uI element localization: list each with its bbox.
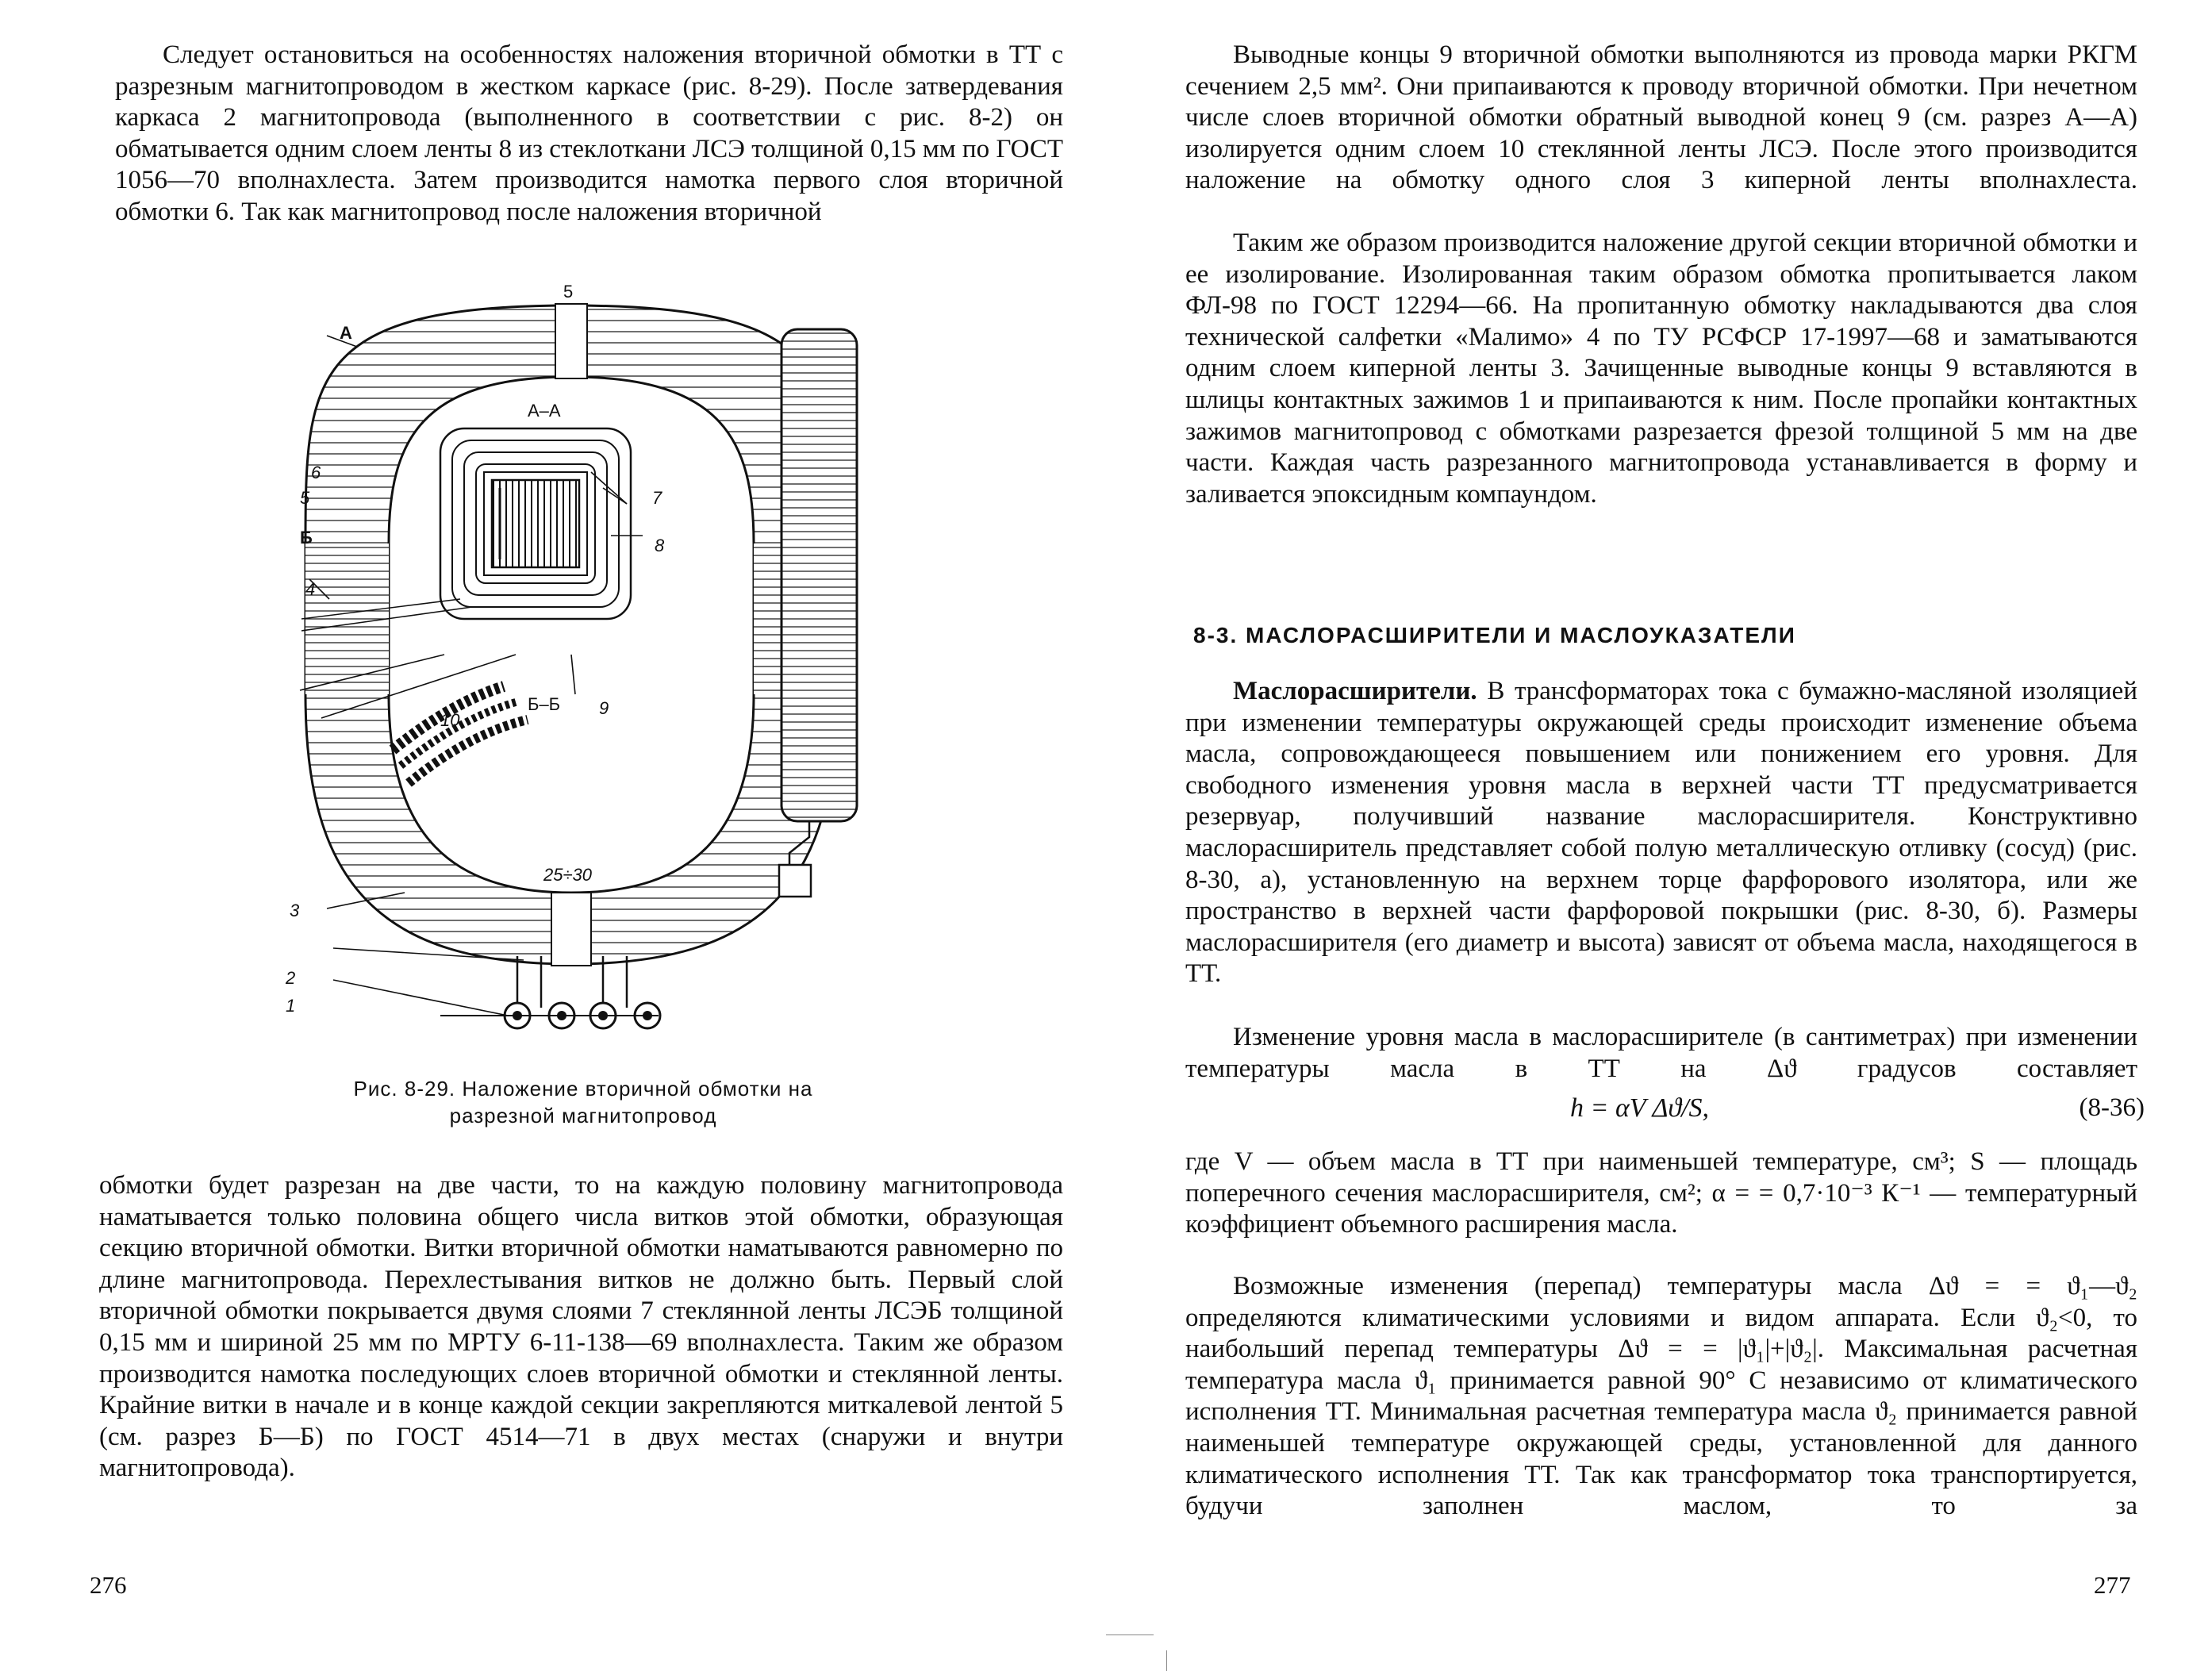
section-heading: 8-3. МАСЛОРАСШИРИТЕЛИ И МАСЛОУКАЗАТЕЛИ [1193,623,1796,647]
right-paragraph-4: Изменение уровня масла в маслорасширителе (в сантиметрах) при изменении температуры масла в ТТ на Δϑ градусов составляет [1185,1023,2137,1083]
page-number-right: 277 [2094,1571,2131,1599]
figure-caption [262,1075,904,1129]
gutter-mark-vertical [1166,1650,1167,1671]
fig-label-9: 9 [599,698,609,718]
page-number-left: 276 [90,1571,127,1599]
fig-label-4: 4 [305,579,316,599]
right-page [1106,0,2212,1671]
formula-number: (8-36) [2079,1093,2145,1122]
fig-label-b: Б [300,528,313,547]
fig-label-section-aa: А–А [528,401,561,421]
figure-8-29 [262,282,881,1043]
terminals [440,956,660,1028]
side-view [779,329,857,897]
right-paragraph-1: Выводные концы 9 вторичной обмотки выполняются из провода марки РКГМ сечением 2,5 мм². Они припаиваются к проводу вторичной обмотки. При нечетном числе слоев вторичной обмотки обратный выводной конец 9 (см. разрез А—А) изолируется одним слоем 10 стеклянной ленты ЛСЭ. После этого производится наложение на обмотку одного слоя 3 киперной ленты вполнахлеста. [1185,40,2137,195]
paragraph-3-body: В трансформаторах тока с бумажно-масляной изоляцией при изменении температуры окружающей среды происходит изменение объема масла, сопровождающееся повышением или понижением его уровня. Для свободного изменения уровня масла в верхней части ТТ предусматривается резервуар, получивший название маслорасширителя. Конструктивно маслорасширитель представляет собой полую металлическую отливку (сосуд) (рис. 8-30, а), установленную на верхнем торце фарфорового изолятора, или же пространство в верхней части фарфоровой покрышки (рис. 8-30, б). Размеры маслорасширителя (его диаметр и высота) зависят от объема масла, находящегося в ТТ. [1185,677,2137,989]
paragraph-lead-maslorasshiriteli: Маслорасширители. [1233,677,1477,705]
fig-label-3: 3 [290,901,300,920]
right-paragraph-6: Возможные изменения (перепад) температуры масла Δϑ = = ϑ₁—ϑ₂ определяются климатическими условиями и видом аппарата. Если ϑ₂<0, то наибольший перепад температуры Δϑ = = |ϑ₁|+|ϑ₂|. Максимальная расчетная температура масла ϑ₁ принимается равной 90° С независимо от климатического исполнения ТТ. Минимальная расчетная температура масла ϑ₂ принимается равной наименьшей температуре окружающей среды, установленной для данного климатического исполнения ТТ. Так как трансформатор тока транспортируется, будучи заполнен маслом, то за [1185,1272,2137,1521]
right-paragraph-2: Таким же образом производится наложение другой секции вторичной обмотки и ее изолирование. Изолированная таким образом обмотка пропитывается лаком ФЛ-98 по ГОСТ 12294—66. На пропитанную обмотку накладываются два слоя технической салфетки «Малимо» 4 по ТУ РСФСР 17-1997—68 и заматываются одним слоем киперной ленты 3. Зачищенные выводные концы 9 вставляются в шлицы контактных зажимов 1 и припаиваются к ним. После пропайки контактных зажимов магнитопровод с обмотками разрезается фрезой толщиной 5 мм на две части. Каждая часть разрезанного магнитопровода устанавливается в форму и заливается эпоксидным компаундом. [1185,229,2137,509]
fig-label-8: 8 [655,536,665,555]
figure-caption-line-1: Рис. 8-29. Наложение вторичной обмотки на [353,1077,813,1101]
fig-label-dimension: 25÷30 [543,865,593,885]
right-paragraph-3 [1185,676,2137,990]
fig-label-section-bb: Б–Б [528,694,561,714]
fig-label-2: 2 [286,968,296,988]
fig-label-6: 6 [311,463,321,482]
fig-label-5-top: 5 [563,282,574,302]
section-aa [440,428,631,619]
right-paragraph-5: где V — объем масла в ТТ при наименьшей температуре, см³; S — площадь поперечного сечения маслорасширителя, см²; α = = 0,7·10⁻³ К⁻¹ — температурный коэффициент объемного расширения масла. [1185,1147,2137,1239]
fig-label-a: А [340,323,352,343]
left-paragraph-1: Следует остановиться на особенностях наложения вторичной обмотки в ТТ с разрезным магнитопроводом в жестком каркасе (рис. 8-29). После затвердевания каркаса 2 магнитопровода (выполненного в соответствии с рис. 8-2) он обматывается одним слоем ленты 8 из стеклоткани ЛСЭ толщиной 0,15 мм по ГОСТ 1056—70 вполнахлеста. Затем производится намотка первого слоя вторичной обмотки 6. Так как магнитопровод после наложения вторичной [115,40,1063,226]
left-paragraph-2: обмотки будет разрезан на две части, то на каждую половину магнитопровода наматывается только половина общего числа витков этой обмотки, образующая секцию вторичной обмотки. Витки вторичной обмотки наматываются равномерно по длине магнитопровода. Перехлестывания витков не должно быть. Первый слой вторичной обмотки покрывается двумя слоями 7 стеклянной ленты ЛСЭБ толщиной 0,15 мм и шириной 25 мм по МРТУ 6-11-138—69 вполнахлеста. Таким же образом производится намотка последующих слоев вторичной обмотки и стеклянной ленты. Крайние витки в начале и в конце каждой секции закрепляются миткалевой лентой 5 (см. разрез Б—Б) по ГОСТ 4514—71 в двух местах (снаружи и внутри магнитопровода). [99,1171,1063,1483]
formula-8-36: h = αV Δϑ/S, [1570,1093,1710,1123]
fig-label-5: 5 [300,488,310,508]
fig-label-10: 10 [440,710,460,730]
fig-label-1: 1 [286,996,296,1016]
fig-label-7: 7 [652,488,662,508]
figure-caption-line-2: разрезной магнитопровод [449,1104,717,1127]
